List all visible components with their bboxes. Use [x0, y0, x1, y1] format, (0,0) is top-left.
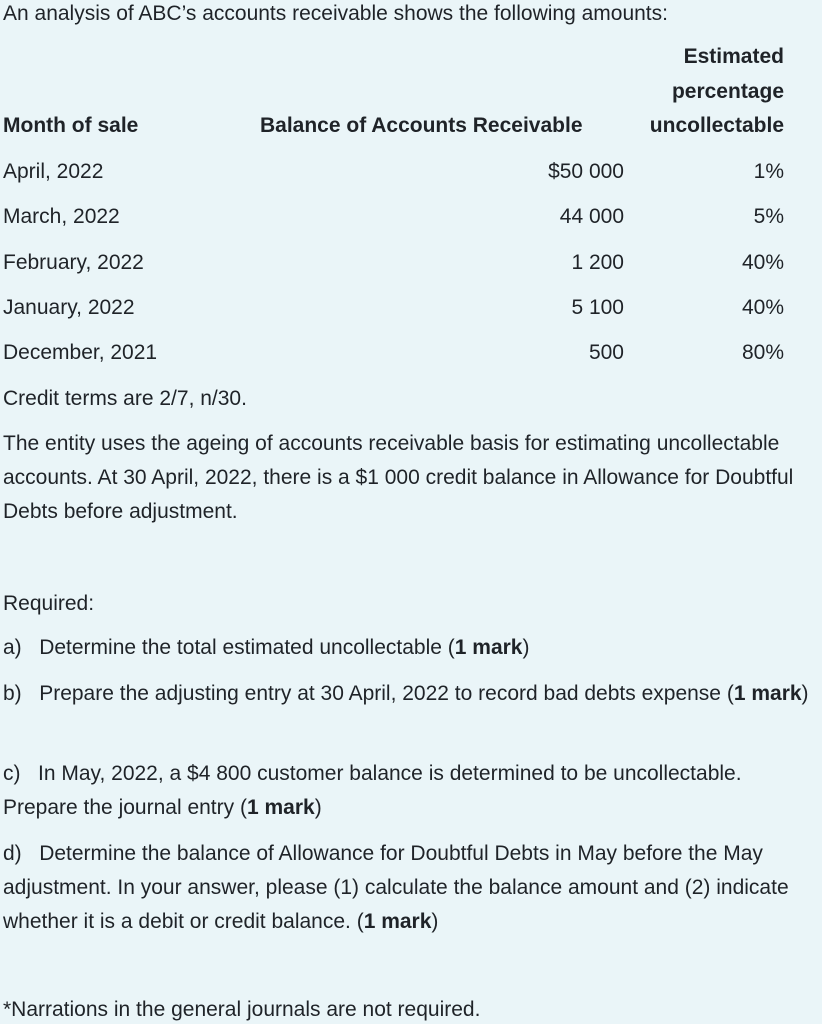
row-month: April, 2022: [3, 160, 104, 183]
row-month: March, 2022: [3, 205, 120, 228]
header-percentage-line1: Estimated: [683, 45, 784, 68]
row-balance: 500: [588, 341, 624, 364]
question-text: Determine the balance of Allowance for Doubtful Debts in May before the May adjustment. In your answer, please (1) calculate the balance amount and (2) indicate whether it is a debit or credit balance.: [3, 842, 789, 933]
header-balance: Balance of Accounts Receivable: [260, 114, 583, 137]
header-percentage-line2: percentage: [671, 80, 784, 103]
row-percentage: 40%: [741, 296, 784, 319]
question-text: In May, 2022, a $4 800 customer balance is determined to be uncollectable. Prepare the journal entry: [3, 762, 742, 819]
intro-text: An analysis of ABC’s accounts receivable shows the following amounts:: [3, 2, 668, 25]
question-mark: 1 mark: [246, 796, 315, 819]
row-percentage: 40%: [741, 251, 784, 274]
row-balance: 44 000: [559, 205, 624, 228]
footnote: *Narrations in the general journals are not required.: [3, 998, 481, 1021]
question-text: Prepare the adjusting entry at 30 April, 2022 to record bad debts expense: [39, 682, 721, 705]
header-month: Month of sale: [3, 114, 139, 137]
row-month: January, 2022: [3, 296, 135, 319]
question-text: Determine the total estimated uncollectable: [39, 636, 442, 659]
question-label: d): [3, 842, 22, 865]
question-b: b) Prepare the adjusting entry at 30 April, 2022 to record bad debts expense (1 mark): [3, 682, 809, 705]
ageing-paragraph: The entity uses the ageing of accounts receivable basis for estimating uncollectable accounts. At 30 April, 2022, there is a $1 000 credit balance in Allowance for Doubtful Debts before adjustment.: [3, 432, 794, 523]
row-month: December, 2021: [3, 341, 158, 364]
question-mark: 1 mark: [733, 682, 802, 705]
credit-terms: Credit terms are 2/7, n/30.: [3, 387, 247, 410]
row-balance: $50 000: [548, 160, 624, 183]
row-percentage: 80%: [741, 341, 784, 364]
question-mark: 1 mark: [454, 636, 523, 659]
question-a: a) Determine the total estimated uncollectable (1 mark): [3, 636, 530, 659]
row-balance: 1 200: [571, 251, 624, 274]
question-mark: 1 mark: [363, 910, 432, 933]
question-c: c) In May, 2022, a $4 800 customer balance is determined to be uncollectable. Prepare the journal entry (1 mark): [3, 762, 742, 819]
question-label: b): [3, 682, 22, 705]
required-heading: Required:: [3, 592, 95, 615]
question-label: a): [3, 636, 22, 659]
row-percentage: 5%: [753, 205, 784, 228]
question-label: c): [3, 762, 21, 785]
header-percentage-line3: uncollectable: [649, 114, 784, 137]
row-percentage: 1%: [753, 160, 784, 183]
row-month: February, 2022: [3, 251, 144, 274]
question-d: d) Determine the balance of Allowance for Doubtful Debts in May before the May adjustment. In your answer, please (1) calculate the balance amount and (2) indicate whether it is a debit or credit balance. (1 mark): [3, 842, 789, 933]
row-balance: 5 100: [571, 296, 624, 319]
